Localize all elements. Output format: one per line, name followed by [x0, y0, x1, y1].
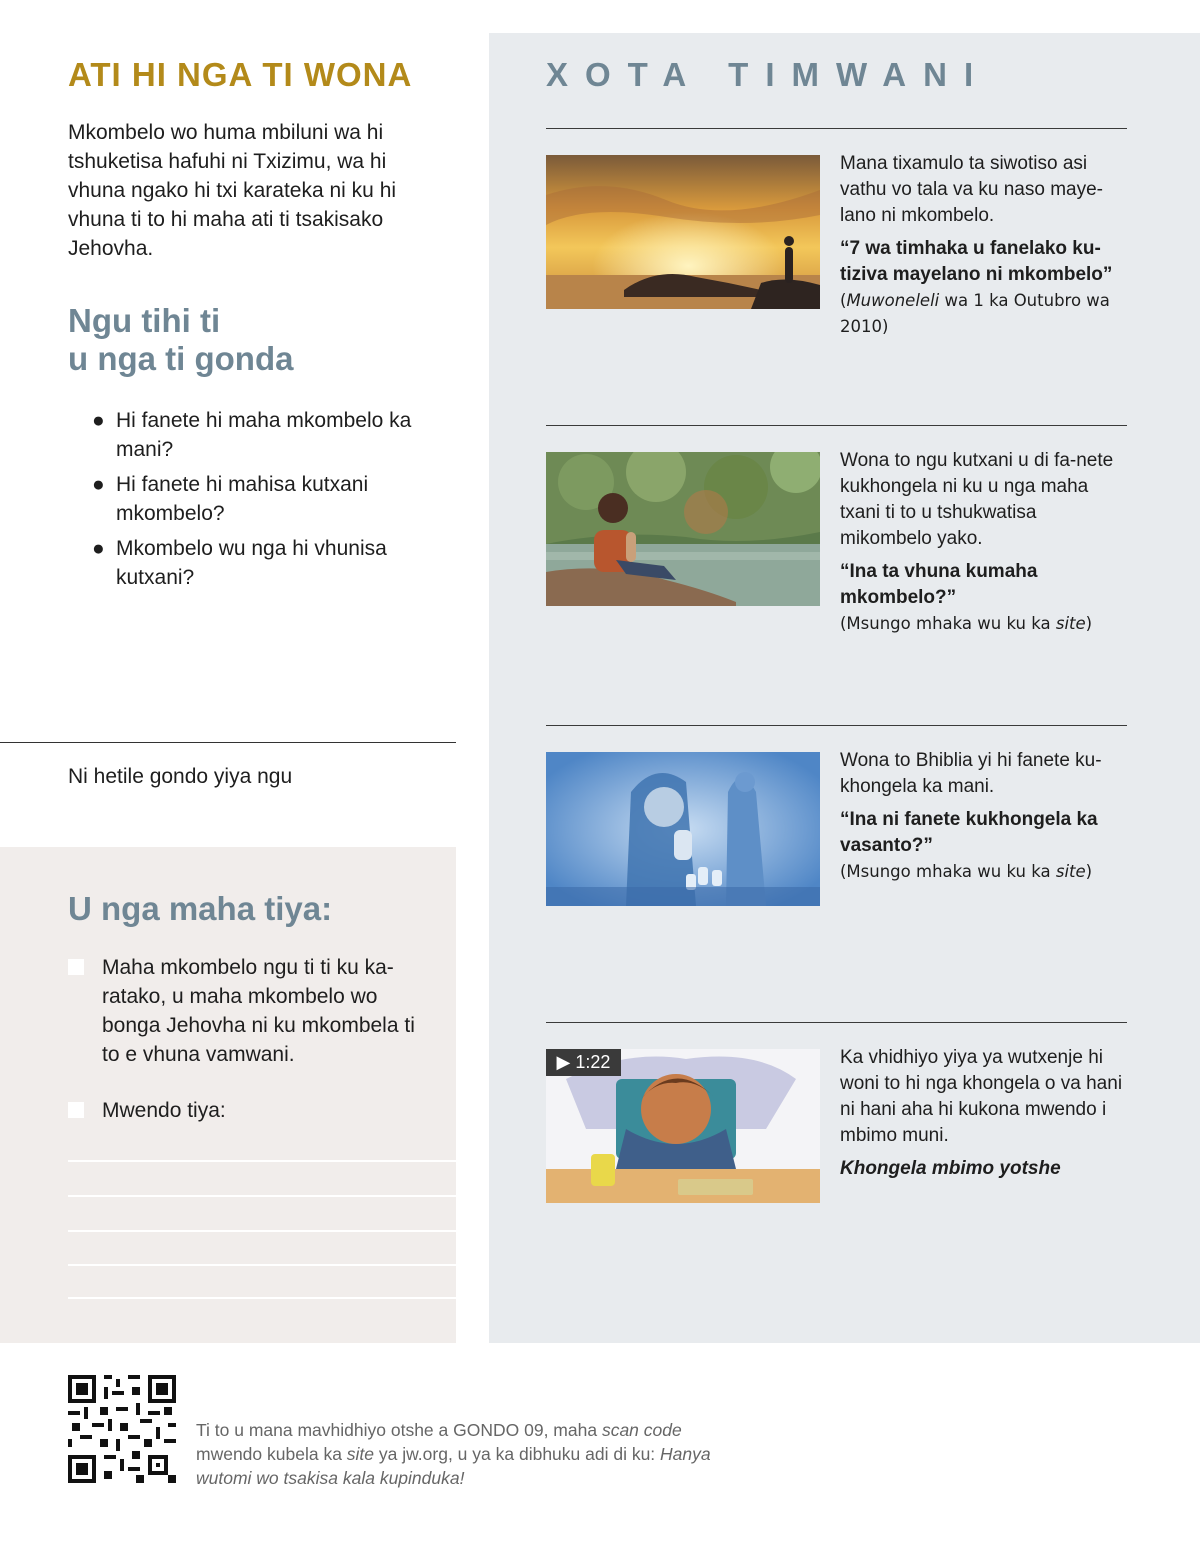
footer-text-4: ya jw.org, u ya ka dibhuku adi di ku:: [374, 1444, 661, 1464]
question-text: Hi fanete hi mahisa kutxani mkombelo?: [116, 473, 369, 525]
completion-prompt: Ni hetile gondo yiya ngu: [68, 765, 293, 788]
article-source: [840, 611, 1130, 637]
try-item-goal[interactable]: [68, 1096, 438, 1125]
card-text: [840, 151, 1130, 340]
card-divider: [546, 725, 1127, 726]
source-close: ): [1085, 614, 1093, 633]
write-line[interactable]: [68, 1195, 456, 1197]
footer-book-title[interactable]: Hanya wutomi wo tsakisa kala kupinduka!: [196, 1444, 711, 1488]
section-title: ATI HI NGA TI WONA: [68, 56, 413, 93]
sunset-woman-image[interactable]: [546, 155, 820, 309]
source-italic: site: [1055, 614, 1086, 633]
try-item-text: Maha mkombelo ngu ti ti ku ka-ratako, u maha mkombelo wo bonga Jehovha ni ku mkombela ti to e vhuna vamwani.: [102, 956, 415, 1066]
card-description: Mana tixamulo ta siwotiso asi vathu vo tala va ku naso maye-lano ni mkombelo.: [840, 153, 1103, 226]
left-divider: [0, 742, 456, 743]
question-item: [92, 534, 422, 592]
card-text: [840, 448, 1130, 637]
questions-heading-line2: u nga ti gonda: [68, 340, 294, 377]
try-item-prayer[interactable]: [68, 953, 438, 1069]
bullet-icon: ●: [92, 537, 105, 560]
write-line[interactable]: [68, 1160, 456, 1162]
try-item-text: Mwendo tiya:: [102, 1099, 226, 1122]
card-divider: [546, 1022, 1127, 1023]
question-list: [92, 406, 422, 598]
article-source: [840, 288, 1130, 340]
footer-code: code: [643, 1420, 682, 1440]
lake-woman-image[interactable]: [546, 452, 820, 606]
bullet-icon: ●: [92, 473, 105, 496]
source-close: ): [1085, 862, 1093, 881]
video-link[interactable]: Khongela mbimo yotshe: [840, 1158, 1061, 1179]
source-open: (: [840, 291, 847, 310]
card-description: Wona to Bhiblia yi hi fanete ku-khongela ka mani.: [840, 750, 1102, 797]
intro-paragraph: Mkombelo wo huma mbiluni wa hi tshuketisa hafuhi ni Txizimu, wa hi vhuna ngako hi txi karateka ni ku hi vhuna ti to hi maha ati ti tsakisako Jehovha.: [68, 121, 397, 260]
try-heading: U nga maha tiya:: [68, 890, 333, 927]
footer-site: site: [346, 1444, 375, 1464]
footer-scan: scan: [601, 1420, 639, 1440]
explore-title: XOTA TIMWANI: [546, 56, 991, 93]
article-link[interactable]: “Ina ni fanete kukhongela ka vasanto?”: [840, 809, 1098, 856]
article-source: [840, 859, 1130, 885]
card-description: Wona to ngu kutxani u di fa-nete kukhongela ni ku u nga maha txani ti to u tshukwatisa mikombelo yako.: [840, 450, 1114, 549]
checkbox-icon[interactable]: [68, 959, 84, 975]
source-italic: Muwoneleli: [846, 291, 940, 310]
qr-code-icon[interactable]: [68, 1375, 176, 1483]
question-text: Mkombelo wu nga hi vhunisa kutxani?: [116, 537, 387, 589]
card-divider: [546, 425, 1127, 426]
footer-text-3: mwendo kubela ka: [196, 1444, 347, 1464]
question-item: [92, 470, 422, 528]
bullet-icon: ●: [92, 409, 105, 432]
article-link[interactable]: “7 wa timhaka u fanelako ku-tiziva mayelano ni mkombelo”: [840, 238, 1113, 285]
checkbox-icon[interactable]: [68, 1102, 84, 1118]
card-text: [840, 748, 1130, 885]
write-line[interactable]: [68, 1264, 456, 1266]
source-italic: site: [1055, 862, 1086, 881]
card-description: Ka vhidhiyo yiya ya wutxenje hi woni to hi nga khongela o va hani ni hani aha hi kukona mwendo i mbimo muni.: [840, 1047, 1123, 1146]
article-link[interactable]: “Ina ta vhuna kumaha mkombelo?”: [840, 561, 1038, 608]
questions-heading: [68, 302, 448, 378]
praying-statue-image[interactable]: [546, 752, 820, 906]
source-plain: (Msungo mhaka wu ku ka: [840, 862, 1056, 881]
card-divider: [546, 128, 1127, 129]
question-text: Hi fanete hi maha mkombelo ka mani?: [116, 409, 412, 461]
question-item: [92, 406, 422, 464]
video-duration-badge: ▶ 1:22: [546, 1049, 621, 1076]
source-rest: wa 1 ka Outubro wa 2010): [840, 291, 1110, 336]
questions-heading-line1: Ngu tihi ti: [68, 302, 221, 339]
card-text: [840, 1045, 1130, 1182]
footer-note: [196, 1418, 716, 1490]
write-line[interactable]: [68, 1230, 456, 1232]
footer-text-1: Ti to u mana mavhidhiyo otshe a GONDO 09, maha: [196, 1420, 602, 1440]
write-line[interactable]: [68, 1297, 456, 1299]
source-plain: (Msungo mhaka wu ku ka: [840, 614, 1056, 633]
